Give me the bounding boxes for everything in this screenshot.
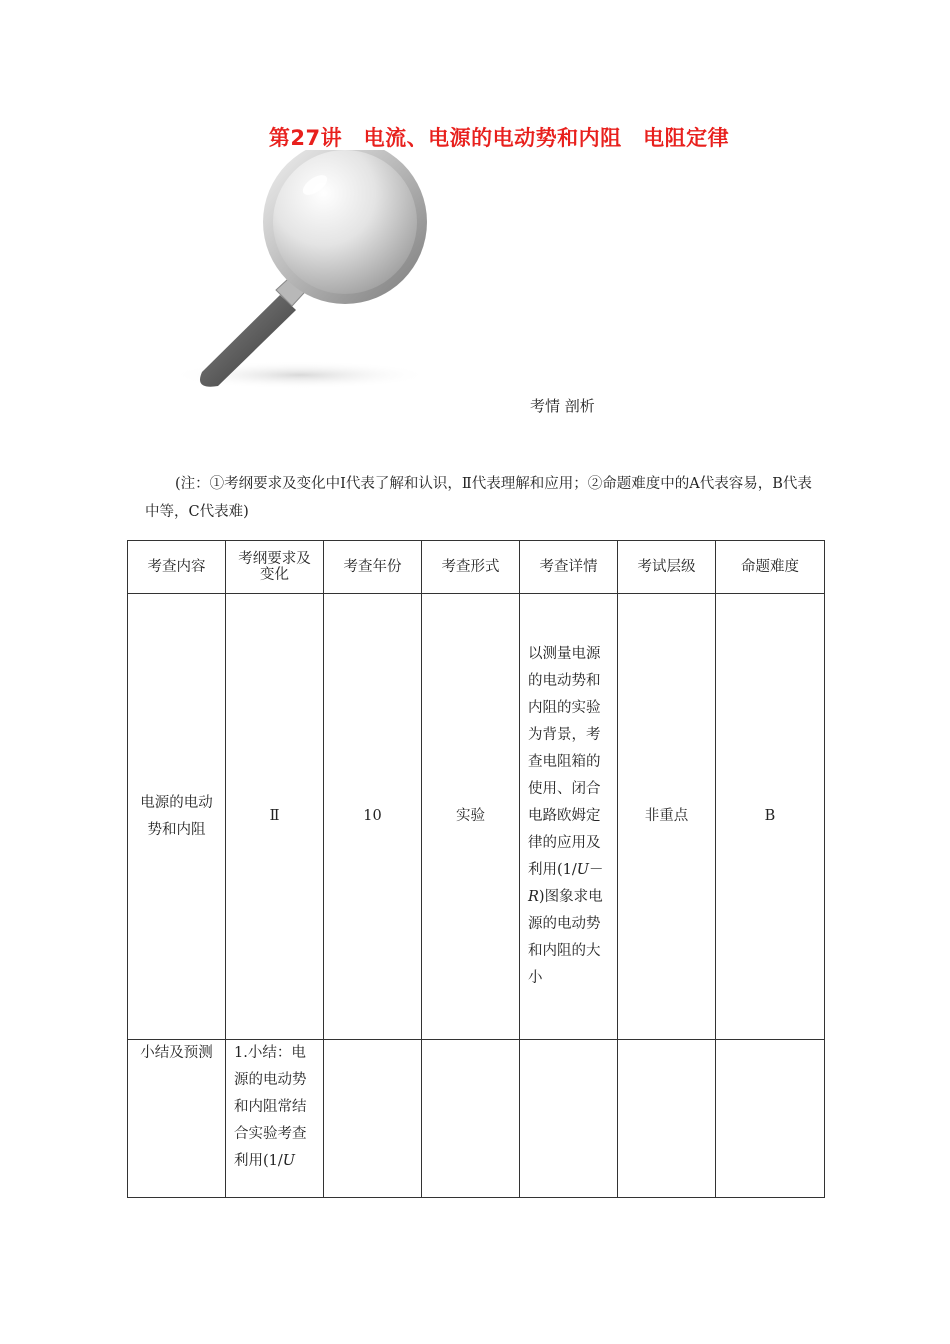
legend-note: (注：①考纲要求及变化中Ⅰ代表了解和认识，Ⅱ代表理解和应用；②命题难度中的A代表容易，B代表中等，C代表难) [145,476,812,520]
exam-analysis-table [127,540,825,1198]
detail-var-r: R [528,889,539,905]
cell-content: 电源的电动势和内阻 [128,594,226,1040]
header-cell: 考查形式 [422,541,520,594]
table-row [128,594,825,1040]
cell-summary-label: 小结及预测 [128,1040,226,1198]
detail-var-u: U [576,862,590,878]
cell-detail [520,594,618,1040]
cell-summary [226,1040,324,1198]
header-cell: 考查内容 [128,541,226,594]
table-header-row [128,541,825,594]
summary-text: 1.小结：电源的电动势和内阻常结合实验考查利用(1/ [234,1045,307,1169]
detail-dash: － [589,862,604,878]
detail-text: 以测量电源的电动势和内阻的实验为背景，考查电阻箱的使用、闭合电路欧姆定律的应用及利用(1/ [528,646,601,878]
empty-cell [422,1040,520,1198]
header-cell: 考查详情 [520,541,618,594]
header-cell: 考试层级 [618,541,716,594]
magnifier-icon [180,150,450,390]
document-title: 第27讲 电流、电源的电动势和内阻 电阻定律 [268,126,730,150]
section-subtitle: 考情 剖析 [530,397,595,415]
table-row [128,1040,825,1198]
empty-cell [520,1040,618,1198]
cell-requirement: Ⅱ [226,594,324,1040]
cell-form: 实验 [422,594,520,1040]
detail-text-end: )图象求电源的电动势和内阻的大小 [528,889,603,986]
empty-cell [618,1040,716,1198]
cell-difficulty: B [716,594,825,1040]
cell-year: 10 [324,594,422,1040]
summary-var-u: U [282,1153,296,1169]
header-cell: 考查年份 [324,541,422,594]
empty-cell [716,1040,825,1198]
header-cell: 命题难度 [716,541,825,594]
cell-level: 非重点 [618,594,716,1040]
header-cell: 考纲要求及变化 [226,541,324,594]
empty-cell [324,1040,422,1198]
